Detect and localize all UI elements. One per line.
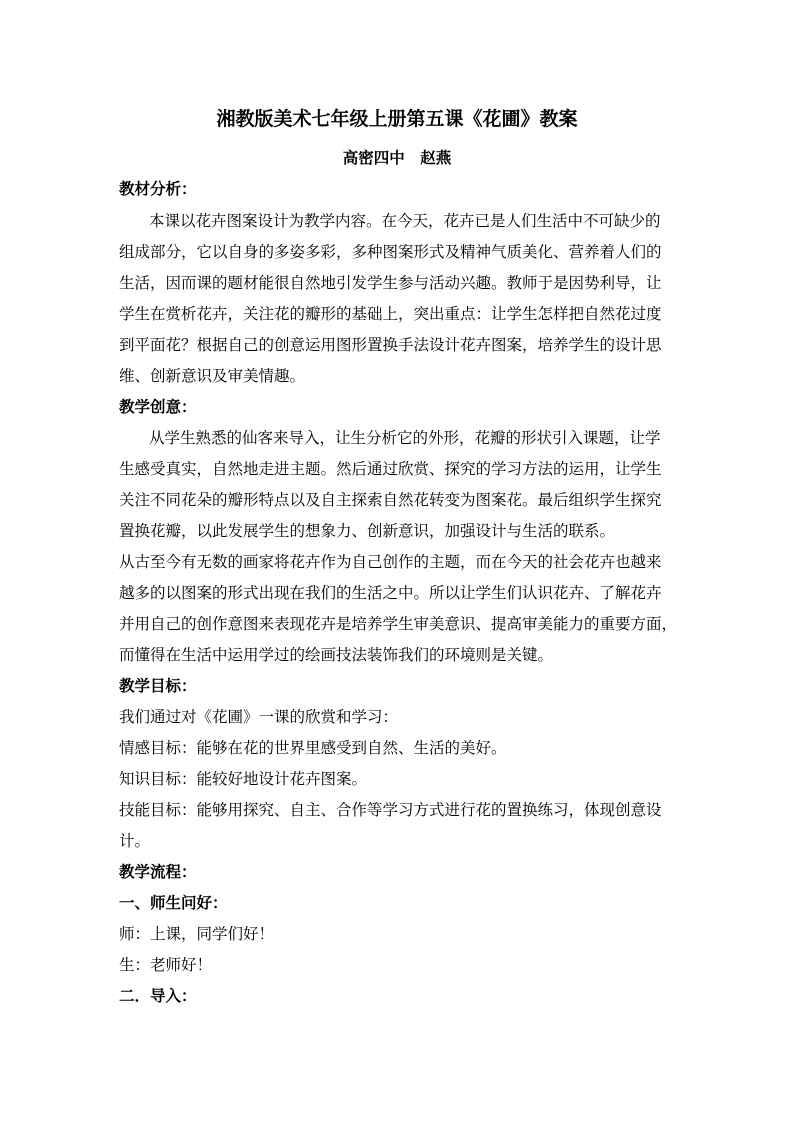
dialogue-line: 师：上课，同学们好！ xyxy=(119,925,275,943)
analysis-line: 维、创新意识及审美情趣。 xyxy=(119,367,306,385)
creativity-line: 置换花瓣，以此发展学生的想象力、创新意识，加强设计与生活的联系。 xyxy=(119,522,616,540)
document-author: 高密四中 赵燕 xyxy=(342,149,452,167)
creativity-line: 从学生熟悉的仙客来导入，让生分析它的外形，花瓣的形状引入课题，让学 xyxy=(149,429,661,447)
process-step-heading: 二．导入： xyxy=(119,987,197,1005)
creativity-line: 越多的以图案的形式出现在我们的生活之中。所以让学生们认识花卉、了解花卉 xyxy=(119,584,662,602)
document-title: 湘教版美术七年级上册第五课《花圃》教案 xyxy=(216,108,578,130)
creativity-line: 关注不同花朵的瓣形特点以及自主探索自然花转变为图案花。最后组织学生探究 xyxy=(119,491,662,509)
analysis-line: 本课以花卉图案设计为教学内容。在今天，花卉已是人们生活中不可缺少的 xyxy=(149,212,661,230)
creativity-line: 从古至今有无数的画家将花卉作为自己创作的主题，而在今天的社会花卉也越来 xyxy=(119,553,662,571)
goals-line: 计。 xyxy=(119,832,151,850)
goals-line: 知识目标：能较好地设计花卉图案。 xyxy=(119,770,368,788)
section-heading-goals: 教学目标： xyxy=(119,677,197,695)
analysis-line: 组成部分，它以自身的多姿多彩，多种图案形式及精神气质美化、营养着人们的 xyxy=(119,243,662,261)
process-step-heading: 一、师生问好： xyxy=(119,894,228,912)
analysis-line: 学生在赏析花卉，关注花的瓣形的基础上，突出重点：让学生怎样把自然花过度 xyxy=(119,305,662,323)
goals-line: 技能目标：能够用探究、自主、合作等学习方式进行花的置换练习，体现创意设 xyxy=(119,801,662,819)
analysis-line: 生活，因而课的题材能很自然地引发学生参与活动兴趣。教师于是因势利导，让 xyxy=(119,274,662,292)
section-heading-creativity: 教学创意： xyxy=(119,398,197,416)
dialogue-line: 生：老师好！ xyxy=(119,956,213,974)
analysis-line: 到平面花？根据自己的创意运用图形置换手法设计花卉图案，培养学生的设计思 xyxy=(119,336,662,354)
section-heading-process: 教学流程： xyxy=(119,863,197,881)
creativity-line: 而懂得在生活中运用学过的绘画技法装饰我们的环境则是关键。 xyxy=(119,646,554,664)
creativity-line: 并用自己的创作意图来表现花卉是培养学生审美意识、提高审美能力的重要方面， xyxy=(119,615,678,633)
creativity-line: 生感受真实，自然地走进主题。然后通过欣赏、探究的学习方法的运用，让学生 xyxy=(119,460,662,478)
goals-line: 我们通过对《花圃》一课的欣赏和学习： xyxy=(119,708,399,726)
section-heading-analysis: 教材分析： xyxy=(119,180,197,198)
goals-line: 情感目标：能够在花的世界里感受到自然、生活的美好。 xyxy=(119,739,507,757)
